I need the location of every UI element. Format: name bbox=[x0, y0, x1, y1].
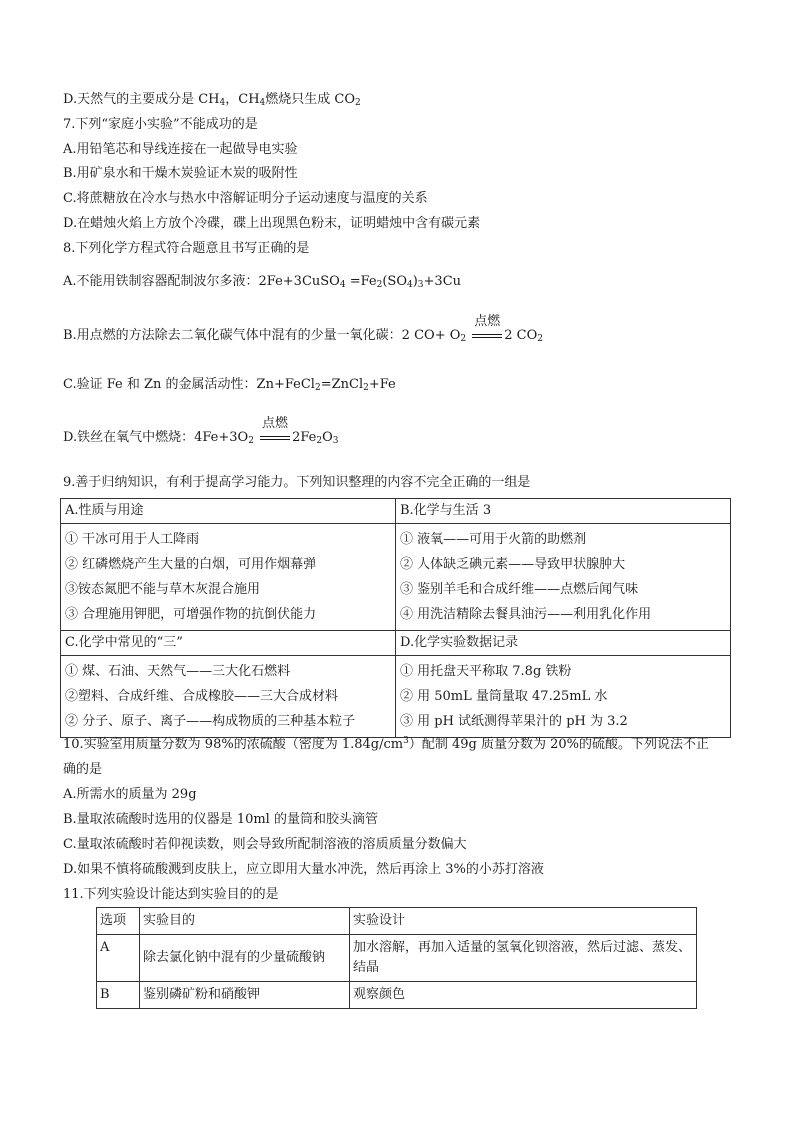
group-a-head: A.性质与用途 bbox=[61, 499, 396, 524]
group-b-items: ① 液氧——可用于火箭的助燃剂 ② 人体缺乏碘元素——导致甲状腺肿大 ③ 鉴别羊毛和合成纤维——点燃后闻气味 ④ 用洗洁精除去餐具油污——利用乳化作用 bbox=[396, 524, 731, 631]
q10-option-d: D.如果不慎将硫酸溅到皮肤上，应立即用大量水冲洗，然后再涂上 3%的小苏打溶液 bbox=[63, 862, 544, 877]
q10-stem-cont: 确的是 bbox=[63, 762, 103, 777]
table-row: B 鉴别磷矿粉和硝酸钾 观察颜色 bbox=[97, 982, 697, 1009]
group-c-items: ① 煤、石油、天然气——三大化石燃料 ②塑料、合成纤维、合成橡胶——三大合成材料 ② 分子、原子、离子——构成物质的三种基本粒子 bbox=[61, 656, 396, 738]
q11-table bbox=[96, 907, 697, 1009]
q10-stem: 10.实验室用质量分数为 98%的浓硫酸（密度为 $1.84g/cm^3$）配制 49g 质量分数为 20%的硫酸。下列说法不正 bbox=[63, 736, 709, 752]
q7-stem: 7.下列“家庭小实验”不能成功的是 bbox=[63, 117, 258, 132]
q11-stem: 11.下列实验设计能达到实验目的的是 bbox=[63, 887, 279, 902]
table-header-row: 选项 实验目的 实验设计 bbox=[97, 908, 697, 935]
group-d-items: ① 用托盘天平称取 7.8g 铁粉 ② 用 50mL 量筒量取 47.25mL 水 ③ 用 pH 试纸测得苹果汁的 pH 为 3.2 bbox=[396, 656, 731, 738]
q9-stem: 9.善于归纳知识，有利于提高学习能力。下列知识整理的内容不完全正确的一组是 bbox=[63, 475, 531, 490]
q10-option-a: A.所需水的质量为 29g bbox=[63, 787, 197, 802]
reaction-condition: 点燃 bbox=[472, 327, 502, 345]
q8-option-c: C.验证 Fe 和 Zn 的金属活动性：Zn+FeCl$_2$=ZnCl$_2$+Fe bbox=[63, 377, 396, 393]
q7-option-a: A.用铅笔芯和导线连接在一起做导电实验 bbox=[63, 142, 298, 157]
table-row: A 除去氯化钠中混有的少量硫酸钠 加水溶解，再加入适量的氢氧化钡溶液，然后过滤、蒸发、结晶 bbox=[97, 935, 697, 982]
q7-option-b: B.用矿泉水和干燥木炭验证木炭的吸附性 bbox=[63, 166, 298, 181]
q10-option-b: B.量取浓硫酸时选用的仪器是 10ml 的量筒和胶头滴管 bbox=[63, 812, 378, 827]
q6-option-d: D.天然气的主要成分是 $CH_4$，$CH_4$燃烧只生成 $CO_2$ bbox=[63, 92, 361, 108]
group-c-head: C.化学中常见的“三” bbox=[61, 631, 396, 656]
q8-option-d: D.铁丝在氧气中燃烧：$4Fe+3O_2$ 点燃 $2Fe_2O_3$ bbox=[63, 416, 339, 446]
group-d-head: D.化学实验数据记录 bbox=[396, 631, 731, 656]
q7-option-c: C.将蔗糖放在冷水与热水中溶解证明分子运动速度与温度的关系 bbox=[63, 191, 428, 206]
q8-option-b: B.用点燃的方法除去二氧化碳气体中混有的少量一氧化碳：2 $CO+ O_2$ 点燃 2 $CO_2$ bbox=[63, 314, 544, 344]
group-b-head: B.化学与生活 3 bbox=[396, 499, 731, 524]
group-a-items: ① 干冰可用于人工降雨 ② 红磷燃烧产生大量的白烟，可用作烟幕弹 ③铵态氮肥不能与草木灰混合施用 ③ 合理施用钾肥，可增强作物的抗倒伏能力 bbox=[61, 524, 396, 631]
q8-stem: 8.下列化学方程式符合题意且书写正确的是 bbox=[63, 241, 310, 256]
q7-option-d: D.在蜡烛火焰上方放个冷碟，碟上出现黑色粉末，证明蜡烛中含有碳元素 bbox=[63, 216, 481, 231]
q10-option-c: C.量取浓硫酸时若仰视读数，则会导致所配制溶液的溶质质量分数偏大 bbox=[63, 837, 467, 852]
reaction-condition: 点燃 bbox=[260, 429, 290, 447]
q9-table bbox=[60, 498, 731, 738]
q8-option-a: A.不能用铁制容器配制波尔多液：2Fe+3CuSO$_4$ $=Fe_2(SO_4)_3+3Cu$ bbox=[63, 274, 462, 290]
